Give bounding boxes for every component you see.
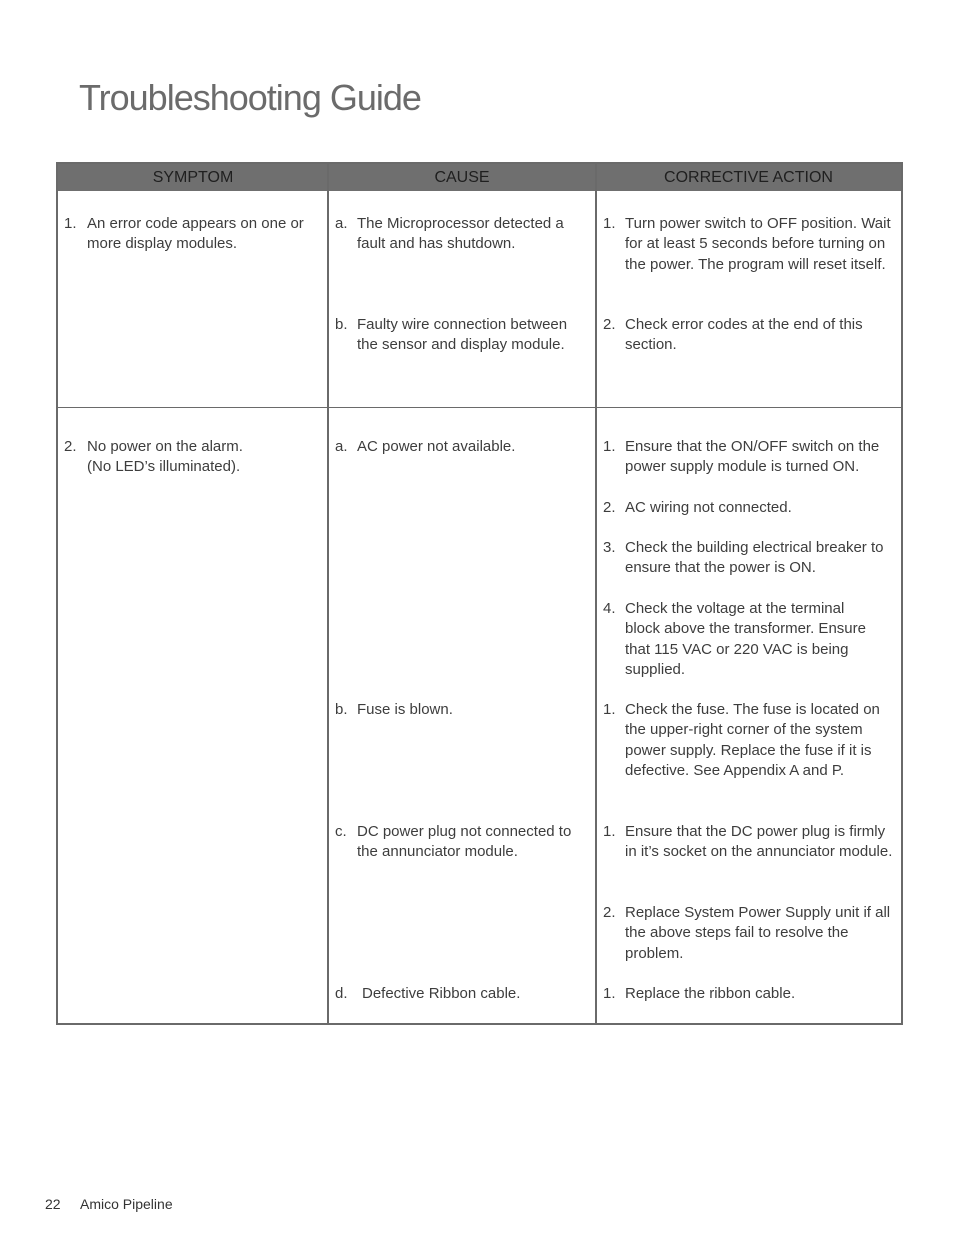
action-2c-1 — [603, 822, 893, 863]
action-number: 2. — [603, 316, 616, 333]
action-text: Check error codes at the end of this section. — [625, 316, 863, 354]
cause-2d — [335, 984, 583, 1004]
action-number: 1. — [603, 438, 616, 455]
cause-text: AC power not available. — [357, 438, 516, 455]
cause-1b — [335, 315, 583, 356]
action-number: 3. — [603, 539, 616, 556]
header-cause: CAUSE — [434, 169, 490, 186]
cause-text: DC power plug not connected to the annunciator module. — [357, 823, 572, 861]
action-2a-1 — [603, 437, 893, 478]
action-number: 1. — [603, 215, 616, 232]
action-2c-2 — [603, 903, 893, 964]
cause-letter: b. — [335, 316, 348, 333]
cause-2a — [335, 437, 583, 457]
action-2a-3 — [603, 538, 893, 579]
action-1a-1 — [603, 214, 893, 275]
header-corrective-action: CORRECTIVE ACTION — [664, 169, 833, 186]
cause-2c — [335, 822, 583, 863]
cause-letter: a. — [335, 438, 348, 455]
header-symptom: SYMPTOM — [152, 169, 234, 186]
column-divider — [327, 164, 329, 1023]
action-text: AC wiring not connected. — [625, 499, 792, 516]
cause-letter: c. — [335, 823, 347, 840]
action-2b-1 — [603, 700, 893, 781]
action-number: 1. — [603, 985, 616, 1002]
troubleshooting-table — [56, 162, 903, 1025]
symptom-2 — [64, 437, 269, 478]
cause-2b — [335, 700, 583, 720]
action-text: Check the building electrical breaker to ensure that the power is ON. — [625, 539, 884, 577]
cause-letter: a. — [335, 215, 348, 232]
action-text: Turn power switch to OFF position. Wait for at least 5 seconds before turning on the power. The program will reset itself. — [625, 215, 891, 273]
action-text: Replace System Power Supply unit if all the above steps fail to resolve the problem. — [625, 904, 891, 962]
action-2a-4 — [603, 599, 883, 680]
publication-name: Amico Pipeline — [80, 1196, 173, 1212]
action-number: 1. — [603, 823, 616, 840]
action-text: Ensure that the DC power plug is firmly in it’s socket on the annunciator module. — [625, 823, 893, 861]
row-divider — [58, 407, 901, 408]
symptom-number: 2. — [64, 438, 77, 455]
action-text: Ensure that the ON/OFF switch on the power supply module is turned ON. — [625, 438, 880, 476]
cause-text: The Microprocessor detected a fault and has shutdown. — [357, 215, 564, 253]
symptom-number: 1. — [64, 215, 77, 232]
action-1b-2 — [603, 315, 893, 356]
symptom-1 — [64, 214, 314, 255]
action-2a-2 — [603, 498, 893, 518]
symptom-text: No power on the alarm. (No LED’s illuminated). — [87, 438, 243, 476]
page-number: 22 — [45, 1196, 61, 1212]
cause-letter: d. — [335, 985, 348, 1002]
cause-text: Fuse is blown. — [357, 701, 453, 718]
cause-text: Faulty wire connection between the sensor and display module. — [357, 316, 568, 354]
action-number: 1. — [603, 701, 616, 718]
action-text: Check the voltage at the terminal block above the transformer. Ensure that 115 VAC or 220 VAC is being supplied. — [625, 600, 866, 678]
action-number: 2. — [603, 499, 616, 516]
action-number: 2. — [603, 904, 616, 921]
page-title: Troubleshooting Guide — [79, 77, 421, 118]
action-2d-1 — [603, 984, 893, 1004]
cause-1a — [335, 214, 583, 255]
action-number: 4. — [603, 600, 616, 617]
action-text: Replace the ribbon cable. — [625, 985, 796, 1002]
table-header — [58, 164, 901, 191]
cause-text: Defective Ribbon cable. — [362, 985, 521, 1002]
action-text: Check the fuse. The fuse is located on the upper-right corner of the system power supply. Replace the fuse if it is defective. See Appendix A and P. — [625, 701, 880, 779]
column-divider — [595, 164, 597, 1023]
symptom-text: An error code appears on one or more display modules. — [87, 215, 304, 253]
cause-letter: b. — [335, 701, 348, 718]
